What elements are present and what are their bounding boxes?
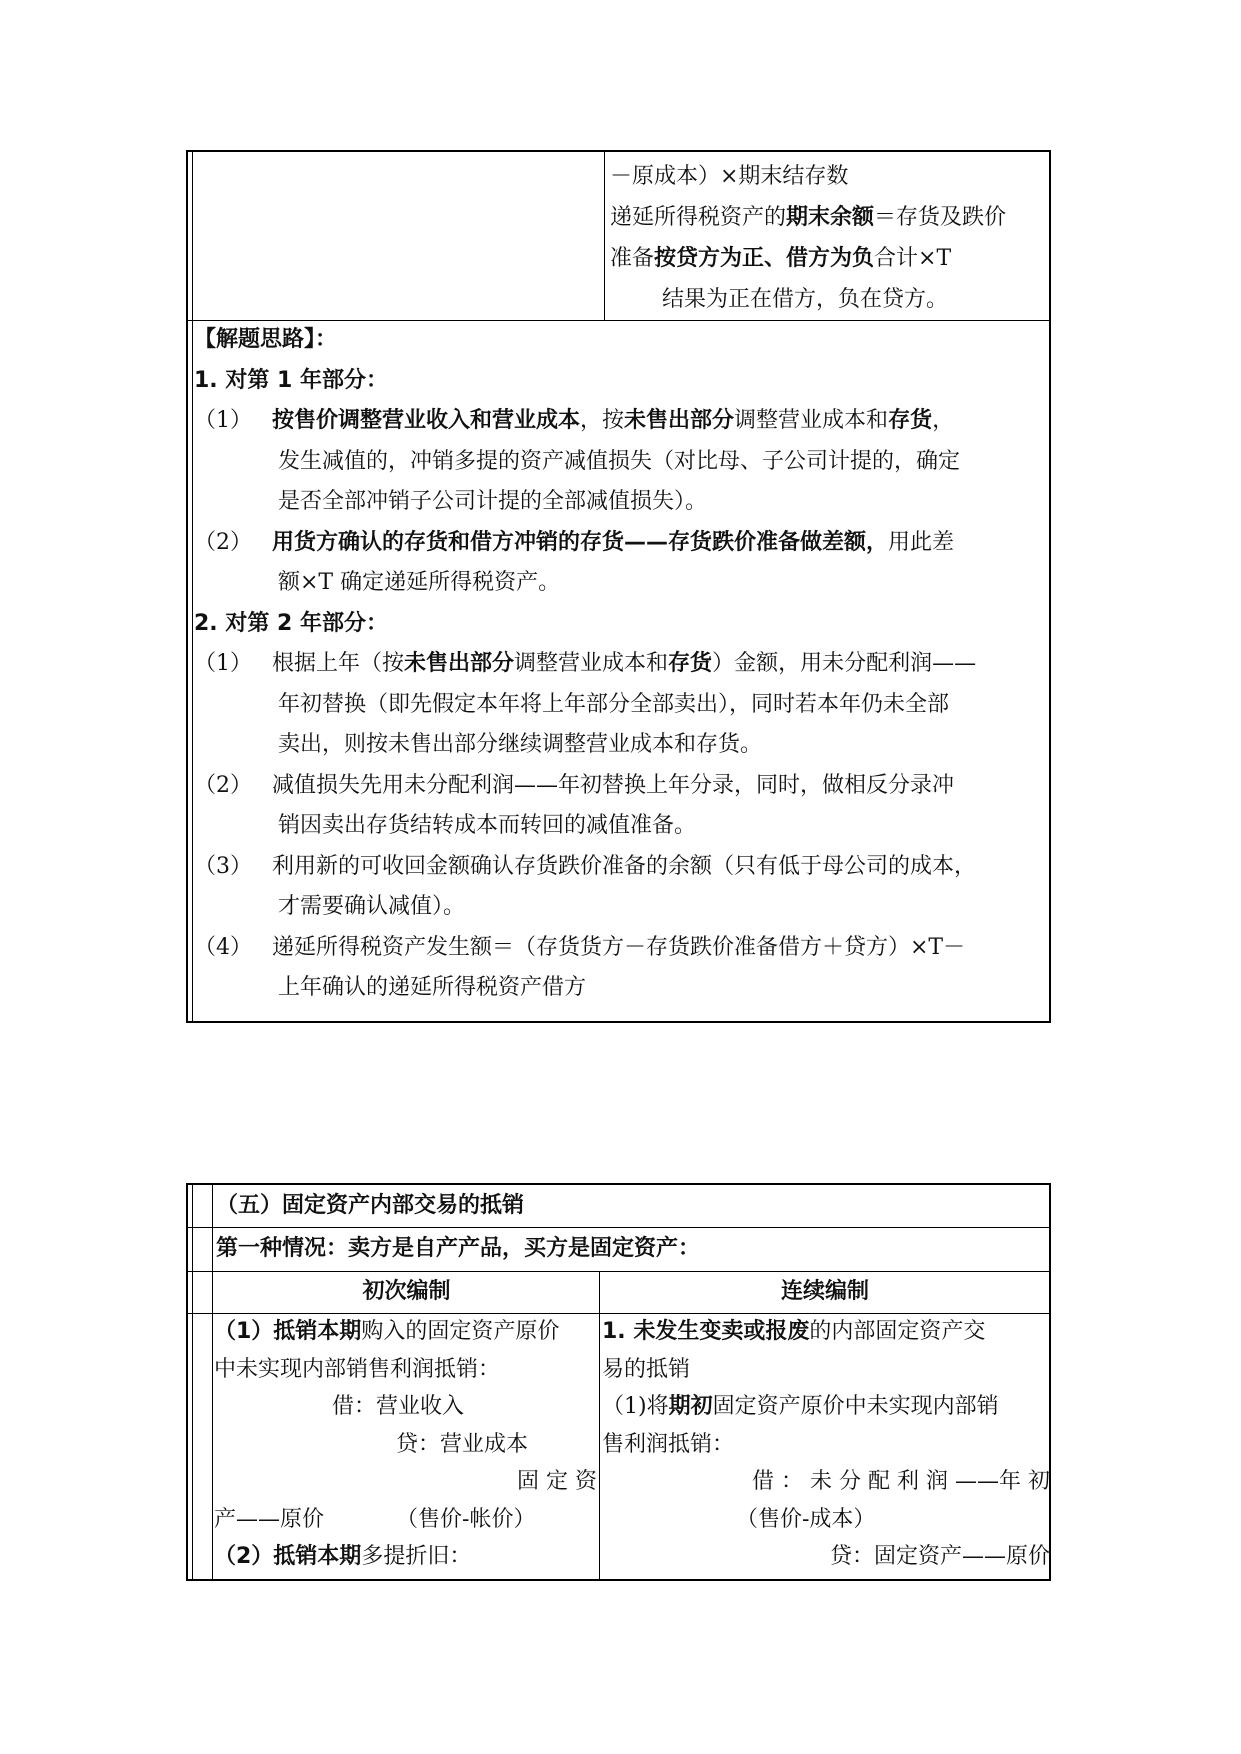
list-item-continued: 上年确认的递延所得税资产借方 [278, 975, 587, 1000]
list-item-continued: 销因卖出存货结转成本而转回的减值准备。 [278, 813, 697, 838]
formula-line: －原成本）×期末结存数 [610, 164, 849, 189]
entry-line: 中未实现内部销售利润抵销： [214, 1356, 501, 1382]
entry-line: 1. 未发生变卖或报废的内部固定资产交 [602, 1319, 986, 1344]
entry-line: 借：营业收入 [332, 1394, 465, 1419]
list-item-continued: 额×T 确定递延所得税资产。 [278, 570, 561, 595]
list-item: （2） 减值损失先用未分配利润——年初替换上年分录，同时，做相反分录冲 [194, 772, 955, 798]
entry-line: （售价-成本） [736, 1506, 876, 1532]
table-subtitle: 第一种情况：卖方是自产产品，买方是固定资产： [216, 1236, 701, 1261]
list-item-continued: 才需要确认减值）。 [278, 894, 466, 919]
list-item-continued: 年初替换（即先假定本年将上年部分全部卖出），同时若本年仍未全部 [278, 691, 950, 717]
entry-line: 售利润抵销： [602, 1431, 735, 1457]
list-item: （3） 利用新的可收回金额确认存货跌价准备的余额（只有低于母公司的成本， [194, 853, 977, 879]
column-divider [604, 152, 605, 320]
section-title: 2. 对第 2 年部分： [194, 610, 388, 636]
section-heading: 【解题思路】： [194, 327, 338, 352]
formula-line: 准备按贷方为正、借方为负合计×T [610, 246, 952, 271]
formula-cell [610, 156, 1050, 320]
entry-line: 贷：固定资产——原价 [829, 1544, 1050, 1569]
list-item: （4） 递延所得税资产发生额＝（存货货方－存货跌价准备借方＋贷方）×T－ [194, 934, 966, 960]
entry-line: 易的抵销 [602, 1356, 691, 1382]
table-inner-border [212, 1185, 213, 1579]
initial-entries-cell [214, 1313, 599, 1576]
entry-line: （2）抵销本期多提折旧： [214, 1544, 472, 1569]
fixed-asset-table [186, 1183, 1051, 1581]
section-title: 1. 对第 1 年部分： [194, 367, 388, 393]
continuous-entries-cell [602, 1313, 1052, 1576]
table-double-border [192, 152, 193, 1021]
entry-line: （1）抵销本期购入的固定资产原价 [214, 1319, 560, 1344]
formula-line: 递延所得税资产的期末余额＝存货及跌价 [610, 205, 1007, 230]
solution-table [186, 150, 1051, 1023]
list-item: （1） 根据上年（按未售出部分调整营业成本和存货）金额，用未分配利润—— [194, 651, 977, 676]
list-item-continued: 卖出，则按未售出部分继续调整营业成本和存货。 [278, 732, 763, 757]
column-header-initial: 初次编制 [362, 1279, 451, 1304]
table-double-border [192, 1185, 193, 1579]
list-item-continued: 是否全部冲销子公司计提的全部减值损失）。 [278, 489, 708, 514]
solution-body [194, 320, 1049, 1009]
list-item-continued: 发生减值的，冲销多提的资产减值损失（对比母、子公司计提的，确定 [278, 448, 961, 474]
entry-line: 借 ： 未 分 配 利 润 ——年 初 [752, 1469, 1050, 1494]
entry-line: 固 定 资 [517, 1469, 597, 1494]
list-item: （2） 用货方确认的存货和借方冲销的存货——存货跌价准备做差额，用此差 [194, 529, 955, 555]
formula-line: 结果为正在借方，负在贷方。 [662, 287, 949, 312]
entry-line: （1)将期初固定资产原价中未实现内部销 [602, 1394, 999, 1419]
list-item: （1） 按售价调整营业收入和营业成本，按未售出部分调整营业成本和存货， [194, 408, 955, 433]
table-title: （五）固定资产内部交易的抵销 [216, 1193, 525, 1218]
entry-line: 产——原价 （售价-帐价） [214, 1506, 536, 1532]
column-header-continuous: 连续编制 [780, 1279, 869, 1304]
entry-line: 贷：营业成本 [396, 1431, 529, 1457]
column-divider [599, 1271, 600, 1579]
